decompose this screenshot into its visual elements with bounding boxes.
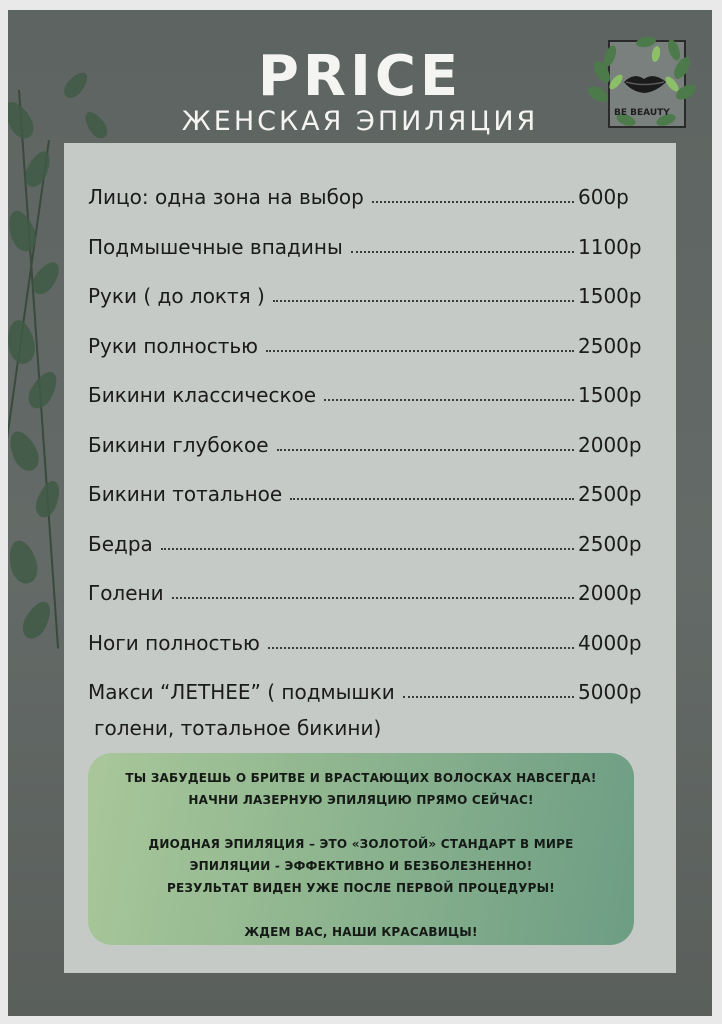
price-item-price: 4000р [578, 630, 642, 655]
dotted-leader [273, 299, 574, 302]
price-item-price: 5000р [578, 680, 642, 704]
price-item-price: 1500р [578, 284, 642, 308]
promo-text-line: ДИОДНАЯ ЭПИЛЯЦИЯ – ЭТО «ЗОЛОТОЙ» СТАНДАРТ В МИРЕ [148, 837, 574, 851]
price-item-price: 600р [578, 185, 629, 209]
price-row [88, 229, 648, 259]
price-item-name: Руки полностью [88, 333, 259, 358]
price-row [88, 328, 648, 358]
price-item-name: Бикини глубокое [88, 432, 269, 457]
price-item-price: 1500р [578, 383, 642, 407]
price-panel [64, 143, 676, 973]
promo-text-line: ТЫ ЗАБУДЕШЬ О БРИТВЕ И ВРАСТАЮЩИХ ВОЛОСКАХ НАВСЕГДА! [125, 771, 597, 785]
price-item-name: Подмышечные впадины [88, 234, 343, 259]
price-item-continuation: голени, тотальное бикини) [94, 716, 382, 740]
promo-text-line: НАЧНИ ЛАЗЕРНУЮ ЭПИЛЯЦИЮ ПРЯМО СЕЙЧАС! [188, 793, 534, 807]
price-item-name: Бедра [88, 531, 153, 556]
dotted-leader [172, 596, 574, 599]
price-row [88, 476, 648, 506]
price-list-page [8, 10, 712, 1016]
brand-logo [586, 32, 696, 136]
price-row [88, 575, 648, 605]
price-item-price: 2500р [578, 482, 642, 506]
price-row [88, 625, 648, 655]
dotted-leader [351, 250, 574, 253]
price-item-price: 2500р [578, 333, 642, 358]
price-row [88, 278, 648, 308]
page-title: PRICE [257, 44, 463, 109]
price-row [88, 674, 648, 704]
price-row [88, 427, 648, 457]
price-item-name: Лицо: одна зона на выбор [88, 185, 364, 209]
promo-text-line: РЕЗУЛЬТАТ ВИДЕН УЖЕ ПОСЛЕ ПЕРВОЙ ПРОЦЕДУРЫ! [167, 881, 555, 895]
dotted-leader [161, 547, 574, 550]
price-row [88, 526, 648, 556]
promo-banner [88, 753, 634, 945]
dotted-leader [266, 349, 574, 352]
price-row [88, 377, 648, 407]
price-item-name: Голени [88, 581, 164, 605]
promo-text-line: ЭПИЛЯЦИИ - ЭФФЕКТИВНО И БЕЗБОЛЕЗНЕННО! [189, 859, 533, 873]
price-item-price: 1100р [578, 234, 642, 259]
price-row [88, 179, 648, 209]
dotted-leader [403, 695, 574, 698]
dotted-leader [277, 448, 574, 451]
price-item-name: Руки ( до локтя ) [88, 284, 265, 308]
dotted-leader [290, 497, 574, 500]
dotted-leader [324, 398, 574, 401]
logo-text: BE BEAUTY [614, 108, 670, 118]
page-subtitle: ЖЕНСКАЯ ЭПИЛЯЦИЯ [181, 106, 539, 137]
promo-text-line: ЖДЕМ ВАС, НАШИ КРАСАВИЦЫ! [244, 925, 478, 939]
price-item-price: 2500р [578, 531, 642, 556]
price-item-price: 2000р [578, 432, 642, 457]
price-item-price: 2000р [578, 581, 642, 605]
price-item-name: Бикини классическое [88, 383, 317, 407]
price-item-name: Ноги полностью [88, 630, 260, 655]
price-item-name: Макси “ЛЕТНЕЕ” ( подмышки [88, 680, 395, 704]
lips-icon [586, 32, 696, 136]
dotted-leader [268, 646, 574, 649]
price-item-name: Бикини тотальное [88, 482, 283, 506]
dotted-leader [372, 200, 574, 203]
